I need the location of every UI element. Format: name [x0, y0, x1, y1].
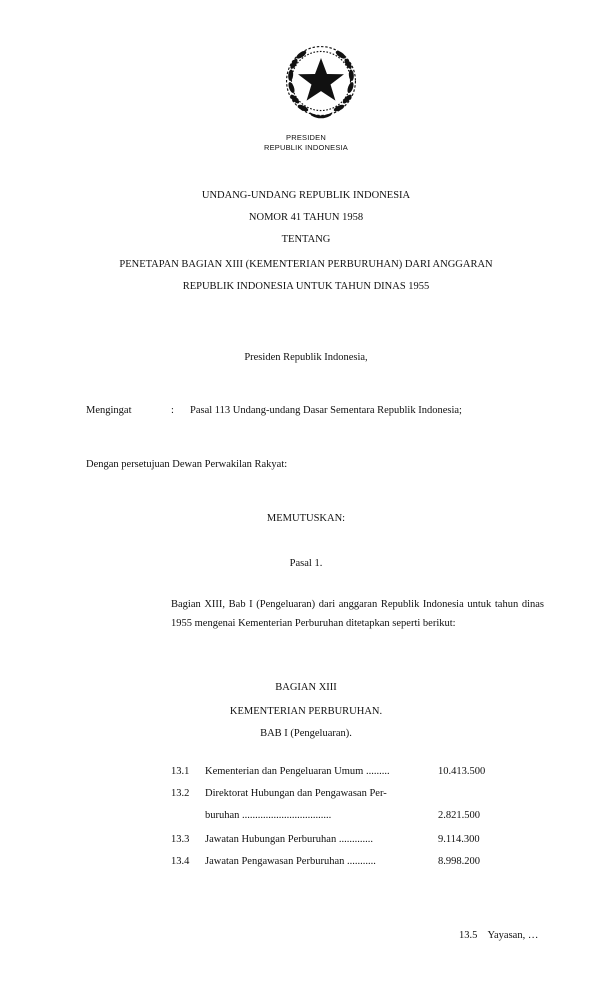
budget-row-description: Direktorat Hubungan dan Pengawasan Per- [205, 788, 387, 799]
section-kementerian: KEMENTERIAN PERBURUHAN. [229, 706, 383, 717]
pasal-paragraph: Bagian XIII, Bab I (Pengeluaran) dari anggaran Republik Indonesia untuk tahun dinas 1955 mengenai Kementerian Perburuhan ditetapkan seperti berikut: [171, 599, 544, 629]
budget-row [171, 856, 531, 871]
budget-row-amount: 9.114.300 [438, 834, 480, 845]
budget-row-description: Jawatan Pengawasan Perburuhan ........... [205, 856, 376, 867]
pasal-heading: Pasal 1. [289, 558, 323, 569]
persetujuan-text: Dengan persetujuan Dewan Perwakilan Rakyat: [86, 459, 288, 470]
budget-row [171, 810, 531, 825]
mengingat-label: Mengingat [86, 405, 132, 416]
title-line-5: REPUBLIK INDONESIA UNTUK TAHUN DINAS 1955 [182, 281, 430, 292]
memutuskan-heading: MEMUTUSKAN: [266, 513, 346, 524]
mengingat-text: Pasal 113 Undang-undang Dasar Sementara Republik Indonesia; [190, 405, 462, 416]
mengingat-colon: : [171, 405, 174, 416]
section-bagian: BAGIAN XIII [275, 682, 337, 693]
budget-row [171, 834, 531, 849]
emblem-caption-line1: PRESIDEN [286, 133, 326, 142]
budget-row-description: Jawatan Hubungan Perburuhan ............. [205, 834, 373, 845]
budget-row-number: 13.2 [171, 788, 190, 799]
title-line-4: PENETAPAN BAGIAN XIII (KEMENTERIAN PERBURUHAN) DARI ANGGARAN [119, 259, 493, 270]
budget-row-description: buruhan .................................. [205, 810, 332, 821]
budget-row [171, 766, 531, 781]
title-line-3: TENTANG [281, 234, 331, 245]
budget-row [171, 788, 531, 803]
star-wreath-icon [280, 40, 362, 122]
title-line-1: UNDANG-UNDANG REPUBLIK INDONESIA [201, 190, 411, 201]
next-page-continuation: 13.5 Yayasan, … [459, 930, 539, 941]
title-line-2: NOMOR 41 TAHUN 1958 [248, 212, 364, 223]
budget-row-number: 13.3 [171, 834, 190, 845]
presidential-emblem [280, 40, 362, 122]
emblem-caption-line2: REPUBLIK INDONESIA [263, 143, 349, 152]
budget-row-amount: 8.998.200 [438, 856, 480, 867]
budget-row-amount: 2.821.500 [438, 810, 480, 821]
budget-row-number: 13.1 [171, 766, 190, 777]
opening-statement: Presiden Republik Indonesia, [244, 352, 368, 363]
budget-row-description: Kementerian dan Pengeluaran Umum ......... [205, 766, 390, 777]
budget-row-number: 13.4 [171, 856, 190, 867]
budget-row-amount: 10.413.500 [438, 766, 486, 777]
section-bab: BAB I (Pengeluaran). [260, 728, 352, 739]
